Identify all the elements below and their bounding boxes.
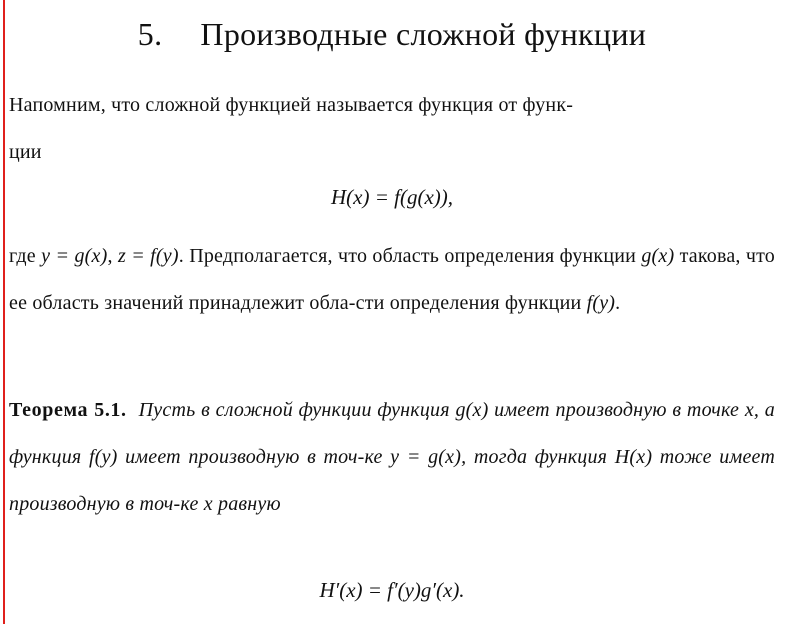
para2-comma: , (107, 245, 118, 267)
definition-paragraph (9, 233, 775, 327)
theorem-text-3: , а функция (9, 399, 775, 468)
para2-end: . (615, 292, 621, 314)
margin-rule (3, 0, 5, 624)
section-title: Производные сложной функции (200, 16, 647, 52)
theorem-text-6: тоже имеет производную в точ-ке (9, 446, 775, 515)
para2-text-2: такова, что ее область значений принадлежит обла-сти определения функции (9, 245, 776, 314)
math-fy: f(y) (586, 292, 616, 314)
theorem-math-hx: H(x) (614, 446, 653, 468)
section-number: 5. (137, 16, 163, 52)
theorem-label: Теорема 5.1. (9, 399, 127, 421)
theorem-block (9, 387, 775, 528)
math-z-eq-fy: z = f(y) (117, 245, 179, 267)
para2-lead: где (9, 245, 42, 267)
theorem-math-x-2: x (203, 493, 213, 515)
math-gx: g(x) (641, 245, 675, 267)
theorem-text-1: Пусть в сложной функции функция (138, 399, 456, 421)
math-y-eq-gx: y = g(x) (41, 245, 108, 267)
intro-line-1: Напомним, что сложной функцией называется функция от функ- (9, 94, 574, 116)
intro-paragraph (9, 82, 775, 176)
theorem-math-y-eq-gx: y = g(x) (390, 446, 462, 468)
formula-chain-rule-text: H′(x) = f′(y)g′(x). (319, 578, 465, 602)
theorem-text-5: , тогда функция (461, 446, 615, 468)
section-heading (9, 14, 775, 54)
theorem-math-x: x (744, 399, 754, 421)
theorem-math-fy: f(y) (88, 446, 118, 468)
theorem-math-gx: g(x) (455, 399, 489, 421)
para2-text-1: . Предполагается, что область определения функции (178, 245, 642, 267)
formula-chain-rule (9, 575, 775, 605)
intro-line-2: ции (9, 141, 42, 163)
theorem-text-2: имеет производную в точке (488, 399, 745, 421)
theorem-text-7: равную (212, 493, 281, 515)
theorem-text-4: имеет производную в точ-ке (117, 446, 391, 468)
formula-composite (9, 182, 775, 212)
formula-composite-text: H(x) = f(g(x)), (330, 185, 454, 209)
